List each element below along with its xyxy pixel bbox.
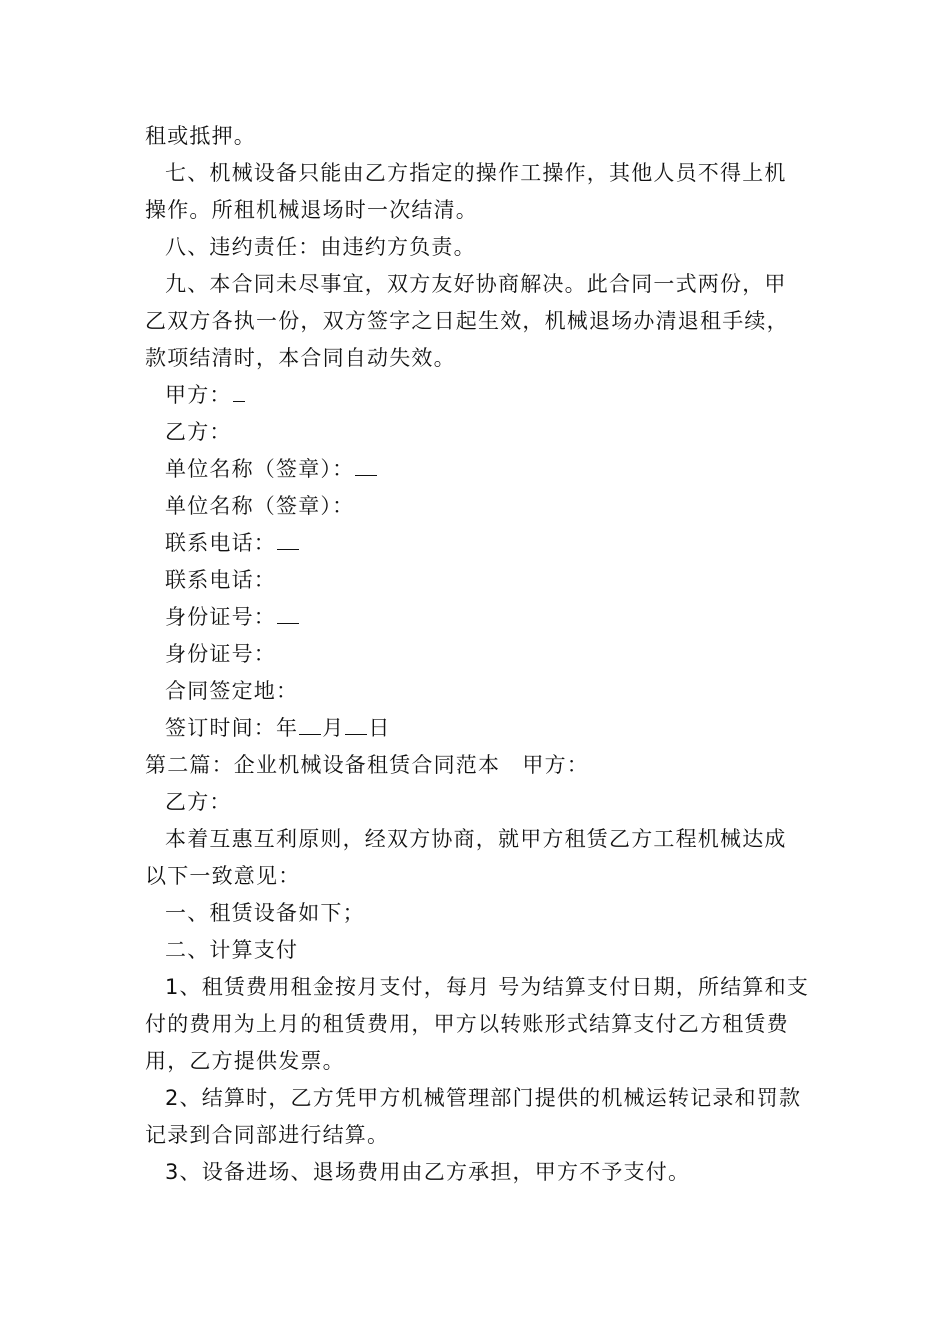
phone-line: 联系电话： — [165, 568, 276, 592]
text-line: 用，乙方提供发票。 — [145, 1049, 345, 1073]
text-line: 付的费用为上月的租赁费用，甲方以转账形式结算支付乙方租赁费 — [145, 1012, 789, 1036]
section-heading: 第二篇：企业机械设备租赁合同范本 甲方： — [145, 753, 589, 777]
text-line: 二、计算支付 — [165, 938, 299, 962]
text-line: 1、租赁费用租金按月支付，每月 号为结算支付日期，所结算和支 — [165, 975, 810, 999]
text-line: 操作。所租机械退场时一次结清。 — [145, 198, 478, 222]
month-label: 月 — [322, 716, 345, 740]
text-line: 乙双方各执一份，双方签字之日起生效，机械退场办清退租手续， — [145, 309, 789, 333]
text-line: 乙方： — [165, 790, 232, 814]
id-label: 身份证号： — [165, 605, 276, 629]
text-line: 一、租赁设备如下； — [165, 901, 365, 925]
party-a-label: 甲方： — [165, 383, 232, 407]
signature-blank — [233, 381, 245, 402]
unit-name-line: 单位名称（签章）： — [165, 494, 355, 518]
phone-blank — [277, 529, 299, 550]
text-line: 九、本合同未尽事宜，双方友好协商解决。此合同一式两份，甲 — [165, 272, 787, 296]
phone-line — [165, 528, 835, 558]
party-a-line — [165, 380, 835, 410]
unit-name-label: 单位名称（签章）： — [165, 457, 355, 481]
text-line: 款项结清时，本合同自动失效。 — [145, 346, 456, 370]
id-line: 身份证号： — [165, 642, 276, 666]
text-line: 记录到合同部进行结算。 — [145, 1123, 390, 1147]
day-label: 日 — [368, 716, 391, 740]
sign-place-line: 合同签定地： — [165, 679, 299, 703]
party-b-line: 乙方： — [165, 420, 232, 444]
text-line: 2、结算时，乙方凭甲方机械管理部门提供的机械运转记录和罚款 — [165, 1086, 802, 1110]
text-line: 七、机械设备只能由乙方指定的操作工操作，其他人员不得上机 — [165, 161, 787, 185]
sign-date-line — [165, 713, 835, 743]
text-line: 以下一致意见： — [145, 864, 301, 888]
id-blank — [277, 603, 299, 624]
text-line: 本着互惠互利原则，经双方协商，就甲方租赁乙方工程机械达成 — [165, 827, 787, 851]
id-line — [165, 602, 835, 632]
text-line: 租或抵押。 — [145, 124, 256, 148]
text-line: 3、设备进场、退场费用由乙方承担，甲方不予支付。 — [165, 1160, 691, 1184]
unit-name-line — [165, 454, 835, 484]
text-line: 八、违约责任：由违约方负责。 — [165, 235, 476, 259]
month-blank — [299, 714, 321, 735]
signature-blank — [355, 455, 377, 476]
day-blank — [345, 714, 367, 735]
phone-label: 联系电话： — [165, 531, 276, 555]
sign-date-label: 签订时间：年 — [165, 716, 299, 740]
